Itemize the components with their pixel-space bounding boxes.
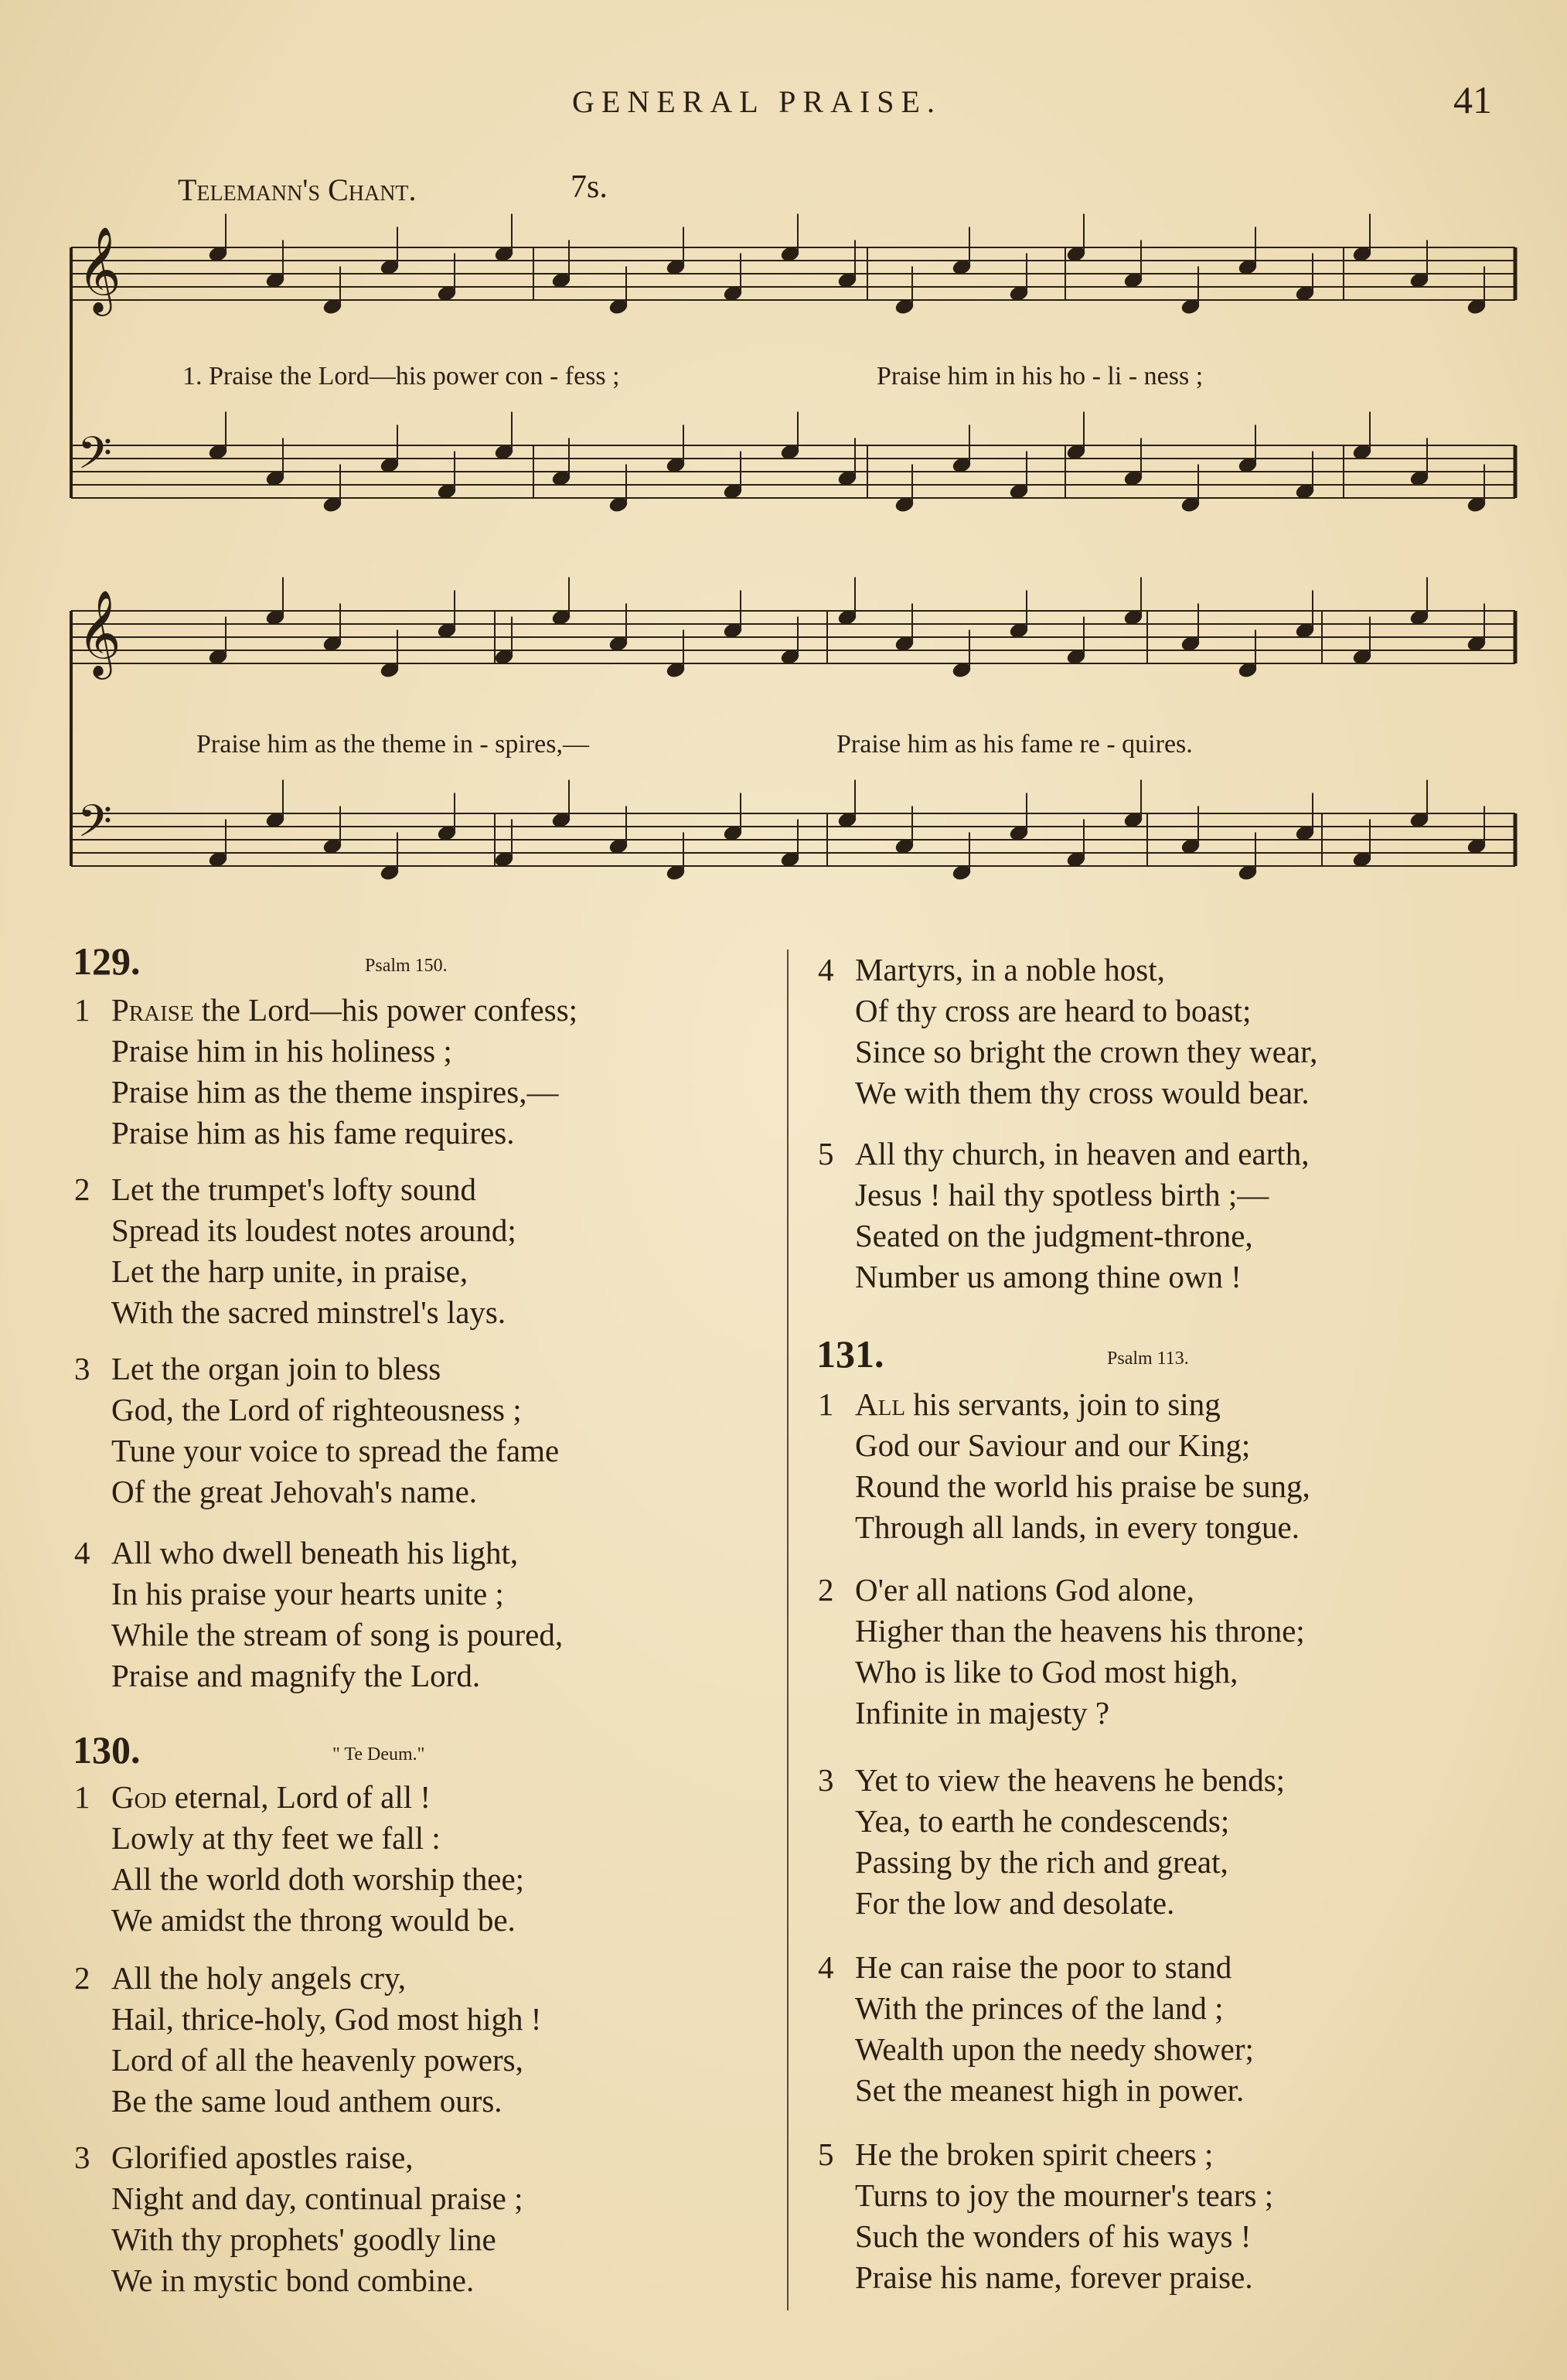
hymn-number-131: 131. [816,1332,884,1376]
stanza-line: Since so bright the crown they wear, [855,1034,1318,1069]
stanza [74,1533,564,1696]
stanza-number: 2 [74,1171,90,1207]
stanza [74,1349,560,1512]
stanza-line: Turns to joy the mourner's tears ; [855,2177,1274,2213]
stanza-line: Seated on the judgment-throne, [855,1218,1253,1253]
bass-clef-icon: 𝄢 [77,426,113,490]
stanza [74,990,578,1154]
lyric-line-2b: Praise him as his fame re - quires. [836,730,1193,759]
stanza [74,1777,525,1941]
stanza-line: Passing by the rich and great, [855,1844,1228,1880]
stanza-line: Praise and magnify the Lord. [111,1658,481,1693]
hymn-source-131: Psalm 113. [1107,1349,1189,1369]
stanza [818,1134,1310,1297]
stanza-line: Praise him as his fame requires. [111,1115,515,1151]
hymn-number-129: 129. [73,939,141,983]
stanza-number: 3 [818,1762,834,1798]
stanza-line: We with them thy cross would bear. [855,1075,1310,1110]
stanza-line: Glorified apostles raise, [111,2140,414,2175]
stanza-line: Higher than the heavens his throne; [855,1613,1305,1649]
stanza-first-word: Praise [111,992,194,1028]
tune-name: Telemann's Chant. [178,172,417,207]
stanza-line: Praise him as the theme inspires,— [111,1074,559,1110]
stanza-line: All thy church, in heaven and earth, [855,1136,1310,1171]
stanza-line: God, the Lord of righteousness ; [111,1392,522,1427]
stanza-line: He the broken spirit cheers ; [855,2136,1214,2172]
stanza-line: eternal, Lord of all ! [166,1779,431,1815]
stanza-line: Let the organ join to bless [111,1351,441,1386]
stanza-line: With the sacred minstrel's lays. [111,1294,506,1330]
stanza-number: 3 [74,2140,90,2175]
bass-clef-icon: 𝄢 [77,794,113,858]
stanza [818,1384,1310,1548]
hymn-number-130: 130. [73,1728,141,1771]
stanza-number: 2 [818,1572,834,1608]
stanza-line: He can raise the poor to stand [855,1949,1232,1985]
stanza-number: 2 [74,1960,90,1996]
stanza-number: 4 [818,1949,834,1985]
stanza-line: With thy prophets' goodly line [111,2221,496,2257]
treble-clef-icon: 𝄞 [77,226,121,313]
stanza-line: Infinite in majesty ? [855,1695,1110,1730]
stanza-line: Spread its loudest notes around; [111,1212,516,1248]
stanza [74,1169,516,1333]
stanza-line: Praise him in his holiness ; [111,1033,452,1069]
stanza-first-word: God [111,1779,167,1815]
stanza-number: 5 [818,2136,834,2172]
stanza [818,950,1318,1113]
stanza-line: Such the wonders of his ways ! [855,2218,1252,2254]
stanza-line: God our Saviour and our King; [855,1427,1251,1463]
stanza-line: All who dwell beneath his light, [111,1535,519,1570]
lyric-line-1a: 1. Praise the Lord—his power con - fess ; [182,362,620,390]
stanza-line: Praise his name, forever praise. [855,2259,1253,2295]
stanza-number: 3 [74,1351,90,1386]
stanza-line: Tune your voice to spread the fame [111,1433,560,1468]
stanza-line: Of the great Jehovah's name. [111,1474,478,1509]
stanza-line: Number us among thine own ! [855,1259,1242,1294]
lyric-line-1b: Praise him in his ho - li - ness ; [877,362,1204,390]
stanza-line: Who is like to God most high, [855,1654,1238,1690]
stanza-line: Night and day, continual praise ; [111,2181,523,2216]
stanza-line: We in mystic bond combine. [111,2262,475,2298]
stanza-line: Wealth upon the needy shower; [855,2031,1254,2067]
stanza [818,1760,1286,1924]
stanza-line: Set the meanest high in power. [855,2072,1245,2108]
stanza [74,2137,523,2301]
stanza-line: Through all lands, in every tongue. [855,1509,1300,1545]
stanza-line: Yea, to earth he condescends; [855,1803,1230,1839]
music-score [0,0,1567,928]
lyric-line-2a: Praise him as the theme in - spires,— [196,730,590,759]
stanza-line: In his praise your hearts unite ; [111,1576,504,1611]
stanza-line: Be the same loud anthem ours. [111,2083,502,2119]
stanza-number: 1 [74,1779,90,1815]
treble-clef-icon: 𝄞 [77,589,121,677]
running-head: GENERAL PRAISE. [572,84,942,119]
page-number: 41 [1453,78,1492,121]
stanza [74,1958,542,2122]
stanza-line: the Lord—his power confess; [193,992,578,1028]
stanza-line: Of thy cross are heard to boast; [855,993,1252,1028]
stanza-line: his servants, join to sing [905,1386,1221,1422]
stanza [818,2134,1274,2298]
stanza-line: Yet to view the heavens he bends; [855,1762,1286,1798]
stanza-line: Lord of all the heavenly powers, [111,2042,523,2078]
stanza-line: Let the harp unite, in praise, [111,1253,468,1289]
stanza [818,1570,1305,1734]
stanza-number: 4 [74,1535,90,1570]
column-rule [787,950,789,2310]
stanza-line: Martyrs, in a noble host, [855,952,1165,987]
stanza-line: Let the trumpet's lofty sound [111,1171,476,1207]
stanza-first-word: All [855,1386,906,1422]
stanza-line: Lowly at thy feet we fall : [111,1820,441,1856]
stanza-number: 1 [818,1386,834,1422]
stanza-number: 4 [818,952,834,987]
stanza-line: We amidst the throng would be. [111,1902,516,1938]
stanza-line: O'er all nations God alone, [855,1572,1194,1608]
stanza-line: For the low and desolate. [855,1885,1175,1921]
stanza-line: All the world doth worship thee; [111,1861,525,1897]
stanza [818,1947,1254,2111]
stanza-line: All the holy angels cry, [111,1960,407,1996]
stanza-line: With the princes of the land ; [855,1990,1224,2026]
hymn-source-129: Psalm 150. [365,956,448,976]
stanza-number: 5 [818,1136,834,1171]
stanza-line: While the stream of song is poured, [111,1617,564,1652]
stanza-line: Jesus ! hail thy spotless birth ;— [855,1177,1269,1212]
stanza-number: 1 [74,992,90,1028]
tune-meter: 7s. [571,169,608,205]
stanza-line: Hail, thrice-holy, God most high ! [111,2001,542,2037]
hymn-source-130: " Te Deum." [332,1744,425,1765]
stanza-line: Round the world his praise be sung, [855,1468,1310,1504]
